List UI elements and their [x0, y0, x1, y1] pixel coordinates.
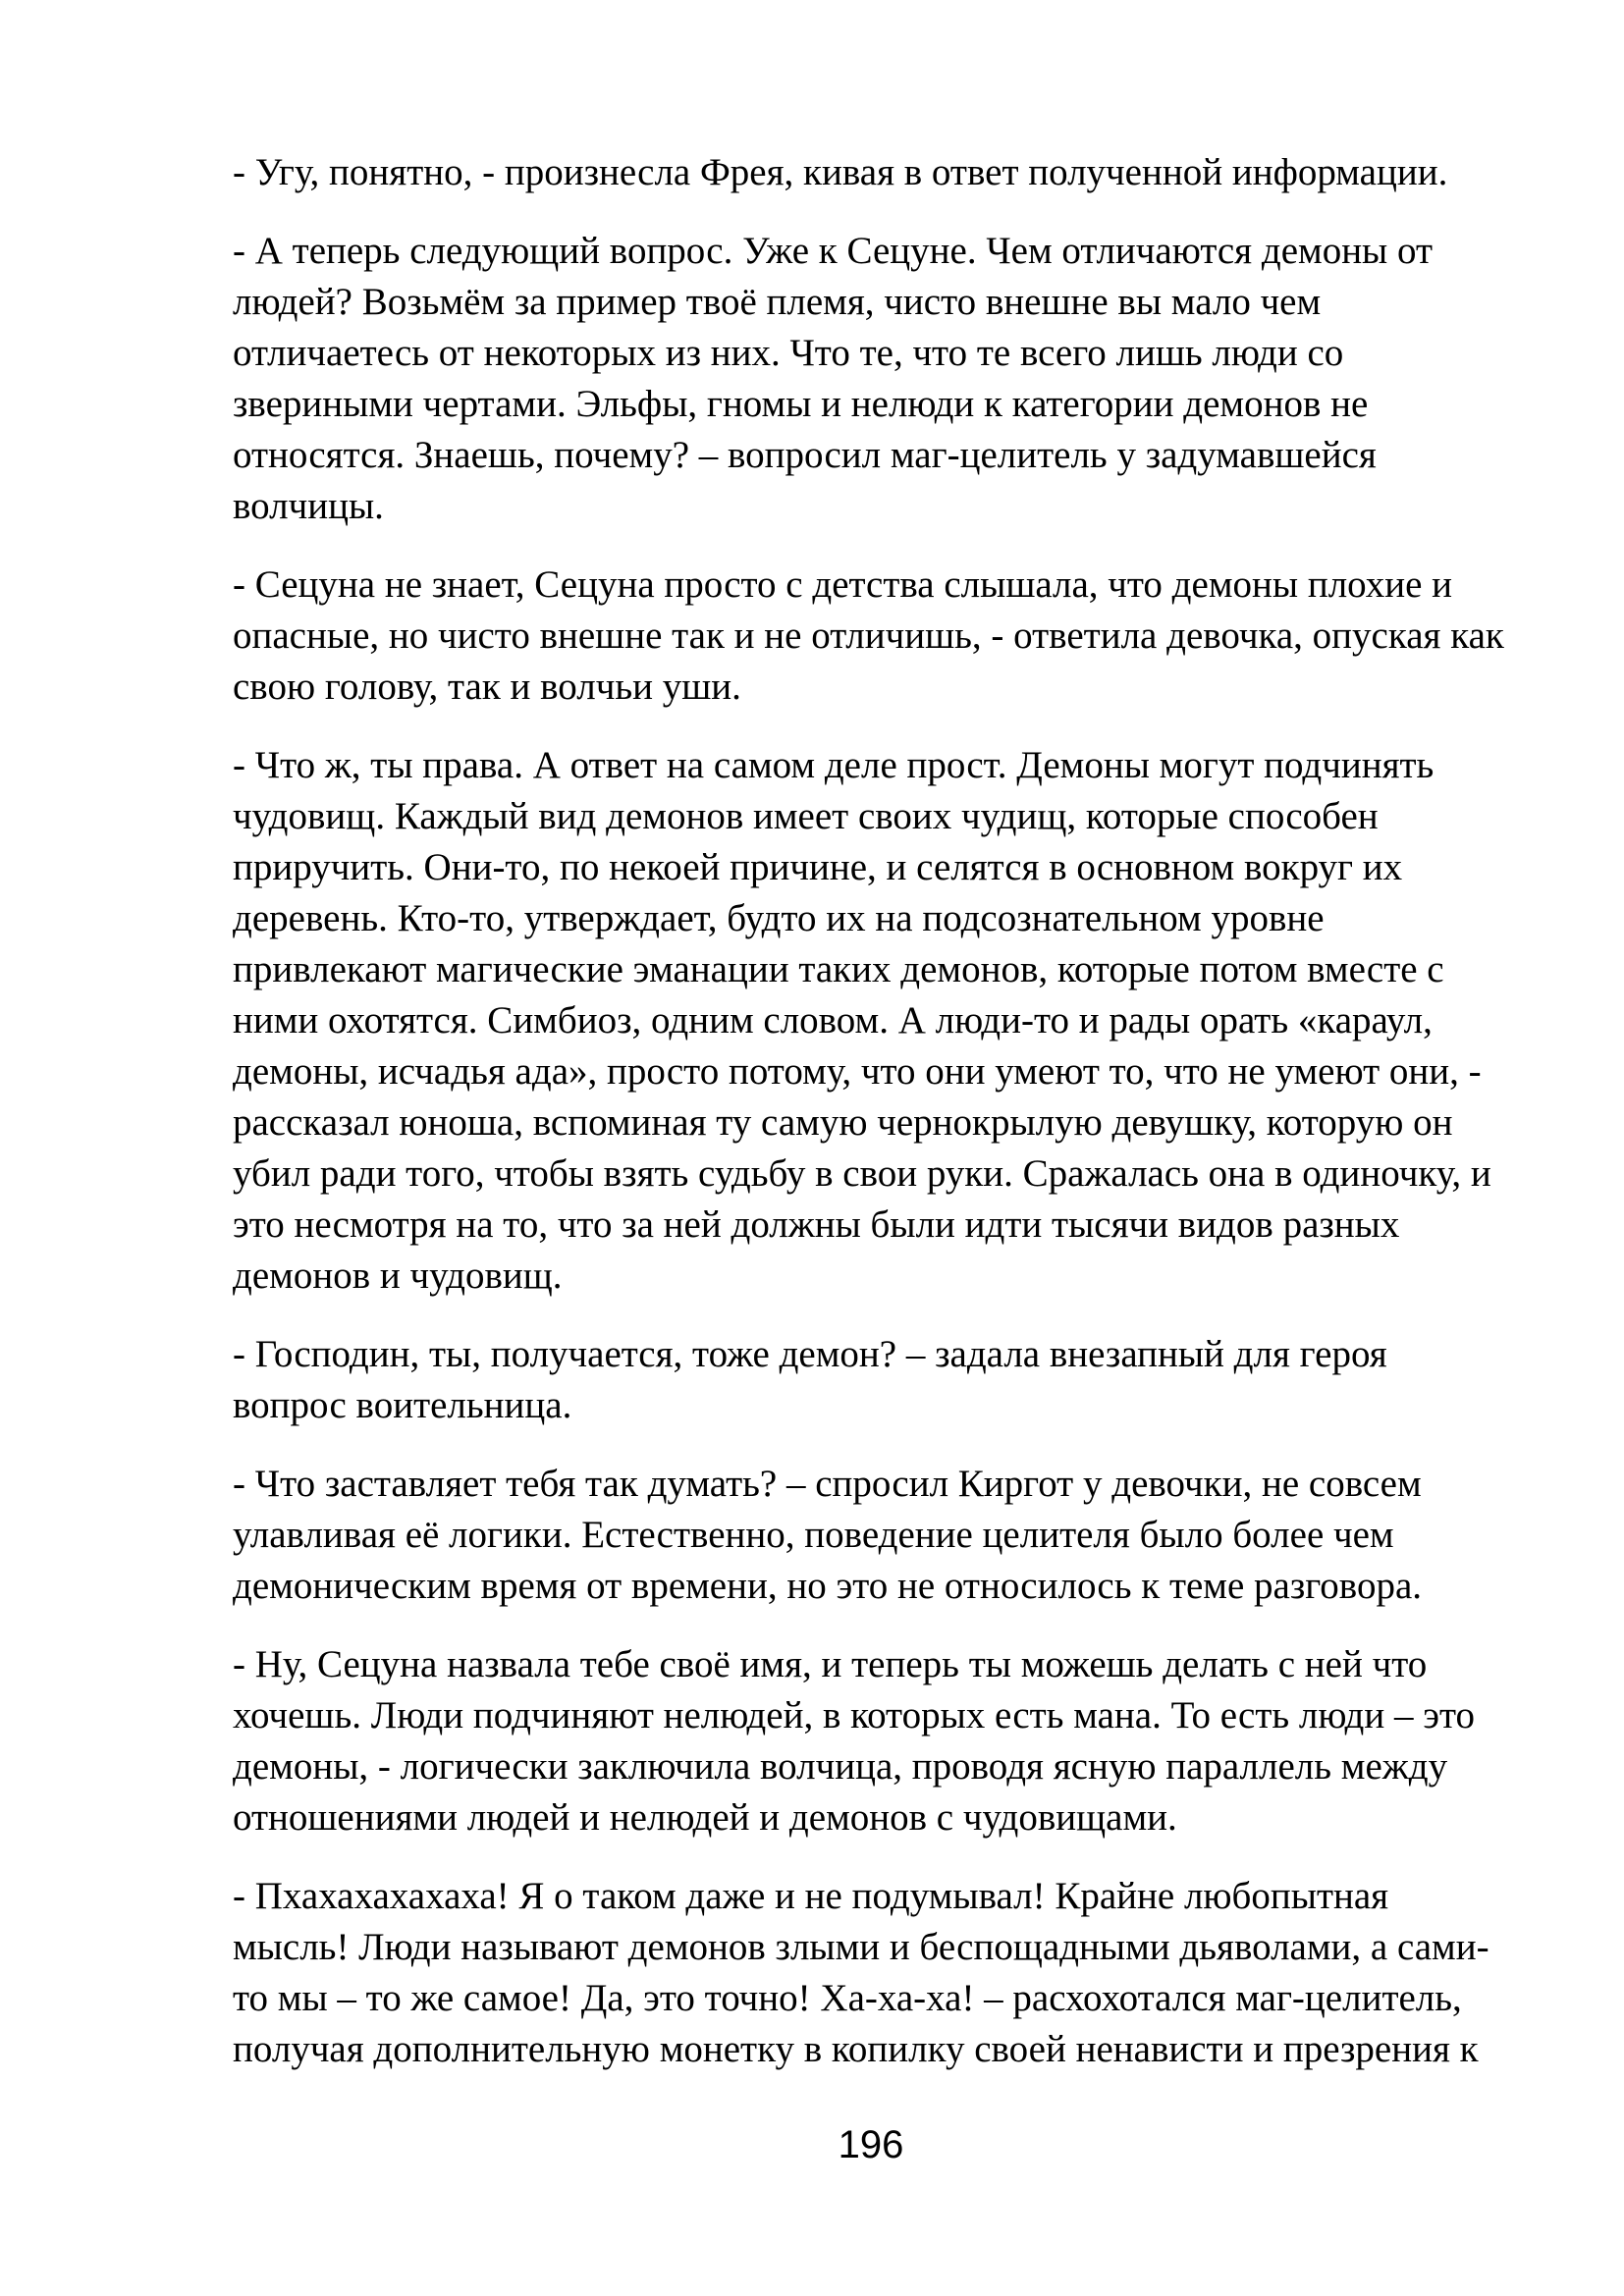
body-text	[233, 147, 1509, 2103]
paragraph: - Что ж, ты права. А ответ на самом деле прост. Демоны могут подчинять чудовищ. Каждый вид демонов имеет своих чудищ, которые способен приручить. Они-то, по некоей причине, и селятся в основном вокруг их деревень. Кто-то, утверждает, будто их на подсознательном уровне привлекают магические эманации таких демонов, которые потом вместе с ними охотятся. Симбиоз, одним словом. А люди-то и рады орать «караул, демоны, исчадья ада», просто потому, что они умеют то, что не умеют они, - рассказал юноша, вспоминая ту самую чернокрылую девушку, которую он убил ради того, чтобы взять судьбу в свои руки. Сражалась она в одиночку, и это несмотря на то, что за ней должны были идти тысячи видов разных демонов и чудовищ.	[233, 744, 1491, 1297]
paragraph: - Господин, ты, получается, тоже демон? – задала внезапный для героя вопрос воительница.	[233, 1333, 1387, 1426]
page-number: 196	[838, 2123, 904, 2166]
paragraph: - Сецуна не знает, Сецуна просто с детства слышала, что демоны плохие и опасные, но чисто внешне так и не отличишь, - ответила девочка, опуская как свою голову, так и волчьи уши.	[233, 563, 1504, 708]
paragraph: - Что заставляет тебя так думать? – спросил Киргот у девочки, не совсем улавливая её логики. Естественно, поведение целителя было более чем демоническим время от времени, но это не относилось к теме разговора.	[233, 1463, 1422, 1607]
paragraph: - А теперь следующий вопрос. Уже к Сецуне. Чем отличаются демоны от людей? Возьмём за пример твоё племя, чисто внешне вы мало чем отличаетесь от некоторых из них. Что те, что те всего лишь люди со звериными чертами. Эльфы, гномы и нелюди к категории демонов не относятся. Знаешь, почему? – вопросил маг-целитель у задумавшейся волчицы.	[233, 230, 1434, 527]
paragraph: - Ну, Сецуна назвала тебе своё имя, и теперь ты можешь делать с ней что хочешь. Люди подчиняют нелюдей, в которых есть мана. То есть люди – это демоны, - логически заключила волчица, проводя ясную параллель между отношениями людей и нелюдей и демонов с чудовищами.	[233, 1643, 1476, 1839]
paragraph: - Пхахахахахаха! Я о таком даже и не подумывал! Крайне любопытная мысль! Люди называют демонов злыми и беспощадными дьяволами, а сами-то мы – то же самое! Да, это точно! Ха-ха-ха! – расхохотался маг-целитель, получая дополнительную монетку в копилку своей ненависти и презрения к	[233, 1875, 1489, 2070]
paragraph: - Угу, понятно, - произнесла Фрея, кивая в ответ полученной информации.	[233, 151, 1448, 193]
